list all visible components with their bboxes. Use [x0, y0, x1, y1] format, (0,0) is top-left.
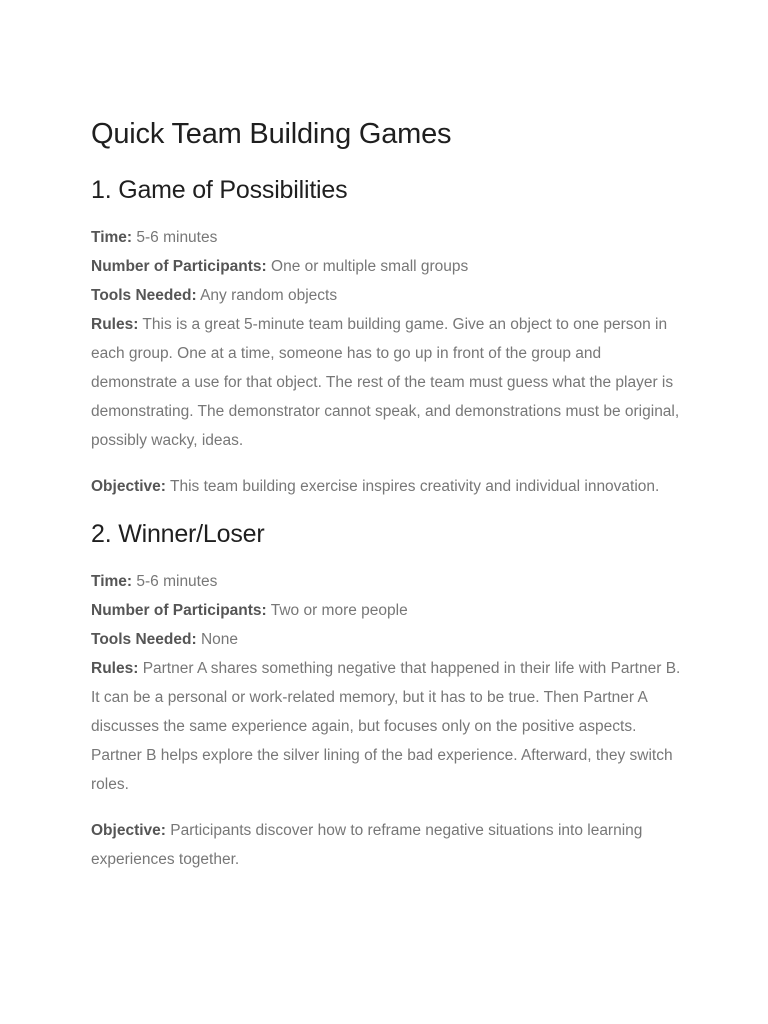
field-value: One or multiple small groups [271, 258, 469, 275]
field-time [91, 223, 691, 252]
field-label: Time: [91, 573, 133, 590]
section-heading: 2. Winner/Loser [91, 520, 265, 548]
field-objective [91, 816, 691, 874]
field-objective [91, 472, 691, 501]
section-winner-loser [91, 518, 691, 874]
field-rules [91, 310, 691, 455]
field-participants [91, 252, 691, 281]
field-list [91, 567, 691, 799]
section-game-of-possibilities [91, 174, 691, 501]
field-label: Tools Needed: [91, 287, 197, 304]
field-label: Tools Needed: [91, 631, 197, 648]
field-value: None [200, 631, 239, 648]
field-value: 5-6 minutes [136, 229, 218, 246]
field-tools [91, 281, 691, 310]
field-rules [91, 654, 691, 799]
field-tools [91, 625, 691, 654]
field-list [91, 223, 691, 455]
field-time [91, 567, 691, 596]
field-label: Number of Participants: [91, 258, 267, 275]
field-value: Two or more people [270, 602, 408, 619]
field-label: Objective: [91, 822, 166, 839]
field-value: This is a great 5-minute team building game. Give an object to one person in each group. One at a time, someone has to go up in front of the group and demonstrate a use for that object. The rest of the team must guess what the player is demonstrating. The demonstrator cannot speak, and demonstrations must be original, possibly wacky, ideas. [91, 316, 680, 449]
field-value: Participants discover how to reframe negative situations into learning experiences together. [91, 822, 643, 868]
document-title: Quick Team Building Games [91, 118, 452, 150]
field-label: Rules: [91, 316, 139, 333]
field-value: 5-6 minutes [136, 573, 218, 590]
document-page [91, 116, 691, 874]
field-label: Rules: [91, 660, 139, 677]
field-label: Objective: [91, 478, 166, 495]
section-heading: 1. Game of Possibilities [91, 176, 348, 204]
field-label: Number of Participants: [91, 602, 267, 619]
field-value: Any random objects [200, 287, 338, 304]
field-value: Partner A shares something negative that happened in their life with Partner B. It can be a personal or work-related memory, but it has to be true. Then Partner A discusses the same experience again, but focuses only on the positive aspects. Partner B helps explore the silver lining of the bad experience. Afterward, they switch roles. [91, 660, 681, 793]
field-participants [91, 596, 691, 625]
field-value: This team building exercise inspires creativity and individual innovation. [169, 478, 660, 495]
field-label: Time: [91, 229, 133, 246]
